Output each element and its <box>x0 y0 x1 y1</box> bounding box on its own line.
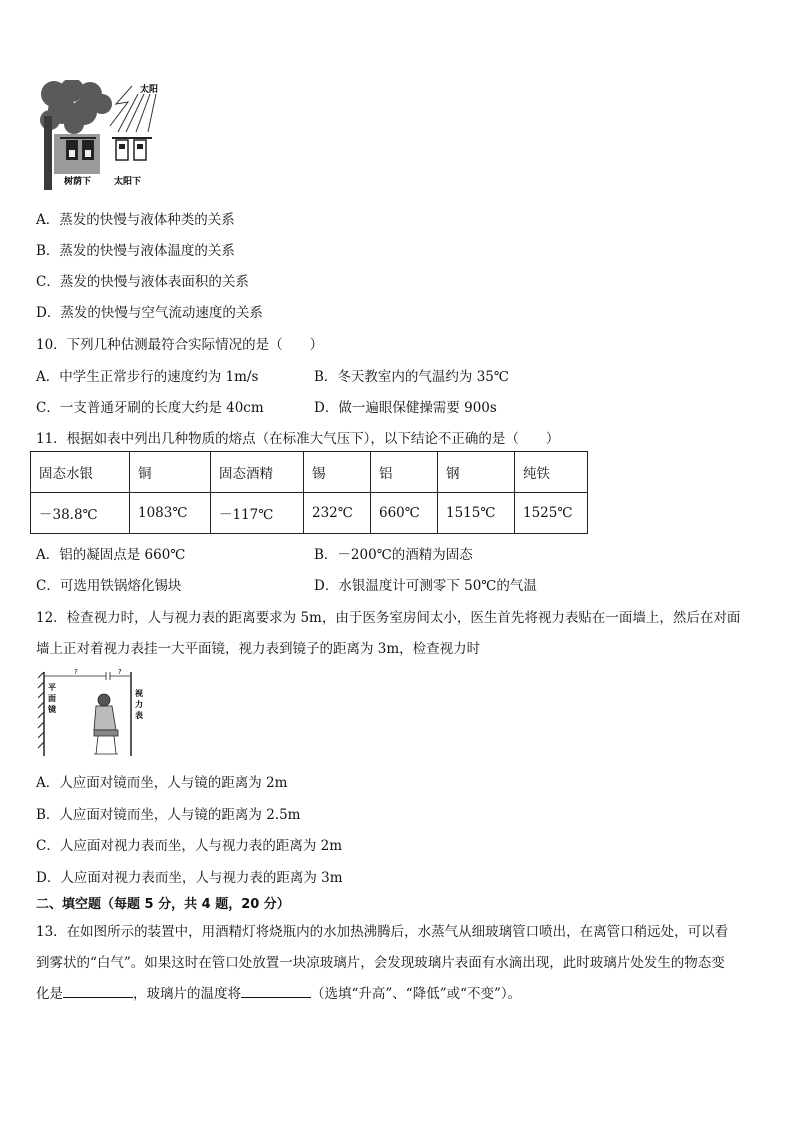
table-header-cell: 固态酒精 <box>211 452 304 493</box>
eye-test-figure <box>38 668 156 760</box>
mirror-wall <box>38 672 44 756</box>
q13-line2: 到雾状的“白气”。如果这时在管口处放置一块凉玻璃片，会发现玻璃片表面有水滴出现，此时玻璃片处发生的物态变 <box>36 955 725 971</box>
mirror-label-3: 镜 <box>48 705 56 714</box>
table-header-row <box>31 452 588 493</box>
table-cell: 1515℃ <box>438 493 515 534</box>
table-cell: －117℃ <box>211 493 304 534</box>
q12-option-d: D．人应面对视力表而坐，人与视力表的距离为 3m <box>36 870 343 886</box>
table-cell: －38.8℃ <box>31 493 130 534</box>
table-header-cell: 纯铁 <box>515 452 588 493</box>
distance-unknown-2: ? <box>118 668 122 676</box>
q9-option-c: C．蒸发的快慢与液体表面积的关系 <box>36 274 249 290</box>
q13-line3 <box>36 982 521 1002</box>
shade-label: 树荫下 <box>64 177 92 187</box>
q9-option-a: A．蒸发的快慢与液体种类的关系 <box>36 212 235 228</box>
evaporation-figure <box>40 80 168 192</box>
table-header-cell: 铜 <box>130 452 211 493</box>
q10-option-b: B．冬天教室内的气温约为 35℃ <box>314 369 509 385</box>
table-header-cell: 钢 <box>438 452 515 493</box>
q10-option-d: D．做一遍眼保健操需要 900s <box>314 400 497 416</box>
q12-stem-line1: 12．检查视力时，人与视力表的距离要求为 5m，由于医务室房间太小，医生首先将视力表贴在一面墙上，然后在对面 <box>36 610 741 626</box>
q11-stem: 11．根据如表中列出几种物质的熔点（在标准大气压下），以下结论不正确的是（ ） <box>36 431 560 447</box>
table-row <box>31 493 588 534</box>
q11-option-d: D．水银温度计可测零下 50℃的气温 <box>314 578 537 594</box>
q12-option-c: C．人应面对视力表而坐，人与视力表的距离为 2m <box>36 838 343 854</box>
q11-option-b: B．－200℃的酒精为固态 <box>314 547 473 563</box>
mirror-label-1: 平 <box>48 683 56 692</box>
q9-option-b: B．蒸发的快慢与液体温度的关系 <box>36 243 235 259</box>
sun-cloth-left <box>116 140 128 160</box>
q10-option-c: C．一支普通牙刷的长度大约是 40cm <box>36 400 264 416</box>
table-header-cell: 固态水银 <box>31 452 130 493</box>
answer-blank-2[interactable] <box>241 985 311 998</box>
q10-option-a: A．中学生正常步行的速度约为 1m/s <box>36 369 259 385</box>
melting-point-table <box>30 451 588 534</box>
q13-text-b: ，玻璃片的温度将 <box>133 986 241 1002</box>
q10-stem: 10．下列几种估测最符合实际情况的是（ ） <box>36 337 324 353</box>
mirror-label-2: 面 <box>48 694 56 703</box>
table-cell: 660℃ <box>371 493 438 534</box>
q13-text-c: （选填“升高”、“降低”或“不变”）。 <box>311 986 522 1002</box>
answer-blank-1[interactable] <box>63 985 133 998</box>
sunlit-label: 太阳下 <box>114 177 142 187</box>
table-cell: 1083℃ <box>130 493 211 534</box>
section-title: 二、填空题（每题 5 分，共 4 题，20 分） <box>36 897 290 912</box>
seated-person <box>94 694 118 754</box>
table-header-cell: 锡 <box>304 452 371 493</box>
chart-label-3: 表 <box>135 711 143 720</box>
q11-option-a: A．铝的凝固点是 660℃ <box>36 547 186 563</box>
table-cell: 1525℃ <box>515 493 588 534</box>
q12-stem-line2: 墙上正对着视力表挂一大平面镜，视力表到镜子的距离为 3m，检查视力时 <box>36 641 481 657</box>
chart-label-1: 视 <box>135 689 143 698</box>
sun-cloth-right <box>134 140 146 160</box>
q13-text-a: 化是 <box>36 986 63 1002</box>
q12-option-a: A．人应面对镜而坐，人与镜的距离为 2m <box>36 775 288 791</box>
q13-line1: 13．在如图所示的装置中，用酒精灯将烧瓶内的水加热沸腾后，水蒸气从细玻璃管口喷出，在离管口稍远处，可以看 <box>36 924 729 940</box>
q11-option-c: C．可选用铁锅熔化锡块 <box>36 578 182 594</box>
q12-option-b: B．人应面对镜而坐，人与镜的距离为 2.5m <box>36 807 301 823</box>
sun-label: 太阳 <box>140 85 159 95</box>
distance-unknown-1: ? <box>74 668 78 676</box>
table-cell: 232℃ <box>304 493 371 534</box>
chart-label-2: 力 <box>135 700 143 709</box>
table-header-cell: 铝 <box>371 452 438 493</box>
q9-option-d: D．蒸发的快慢与空气流动速度的关系 <box>36 305 263 321</box>
tree-trunk <box>44 116 52 190</box>
